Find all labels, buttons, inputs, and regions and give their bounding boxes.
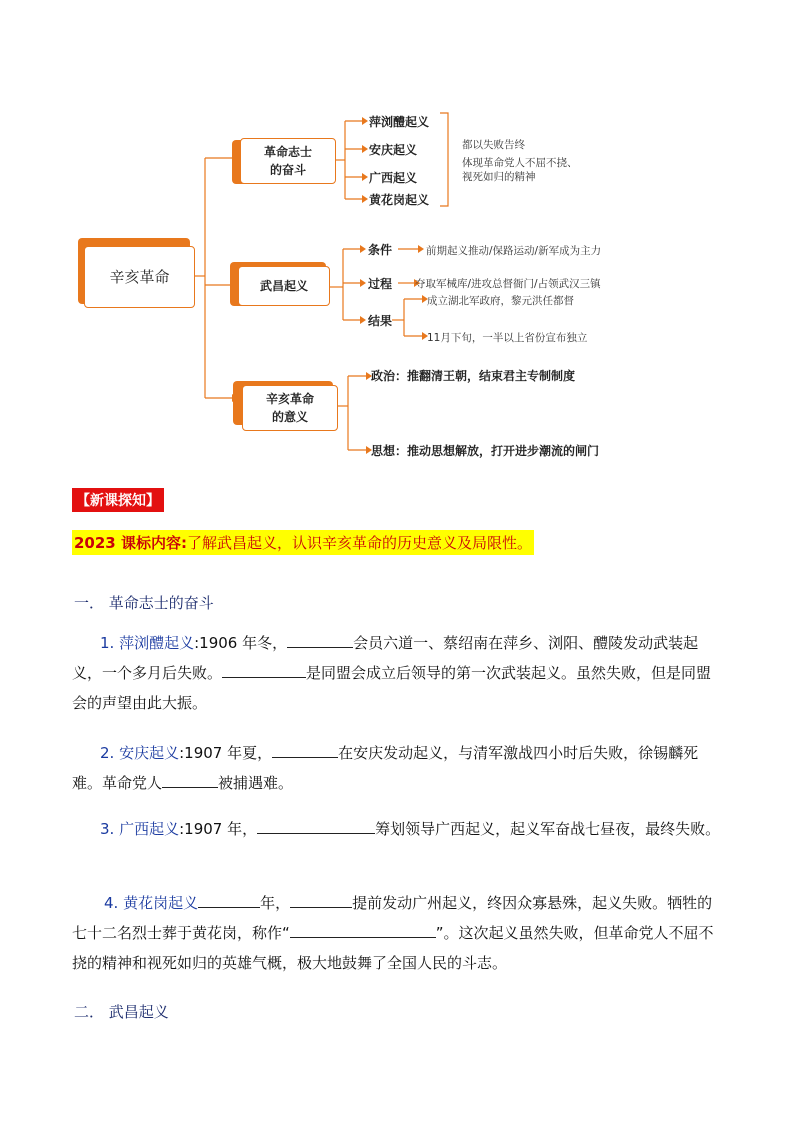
- item1-seg2: 会员六道一、蔡绍南在萍乡、浏阳、醴陵发动武装起义，一个多月后失败。: [72, 634, 699, 682]
- branch1-note-line1: 都以失败告终: [462, 139, 525, 151]
- blank-input[interactable]: [290, 891, 352, 908]
- branch-node-wuchang: [238, 266, 330, 306]
- root-label: 辛亥革命: [109, 267, 170, 286]
- result-sub2: 11月下旬，一半以上省份宣布独立: [427, 332, 588, 344]
- item-pingliuli: [72, 628, 724, 718]
- item4-seg2: 提前发动广州起义，终因众寡悬殊，起义失败。牺牲的七十二名烈士葬于黄花岗，称作“: [72, 894, 713, 942]
- item2-seg2: 在安庆发动起义，与清军激战四小时后失败，徐锡麟死难。革命党人: [72, 744, 699, 792]
- blank-input[interactable]: [198, 891, 260, 908]
- item-label-process: 过程: [368, 277, 393, 291]
- curriculum-standard: [72, 530, 534, 555]
- item2-seg1: :1907 年夏，: [179, 744, 273, 762]
- significance-political: 政治：推翻清王朝，结束君主专制制度: [371, 369, 576, 383]
- item-guangxi: [72, 814, 724, 844]
- item2-seg3: 被捕遇难。: [218, 774, 294, 792]
- mind-map-connectors: [0, 0, 794, 470]
- item-label-condition: 条件: [368, 243, 393, 257]
- branch2-label: 武昌起义: [259, 279, 308, 293]
- child-pingliuli: 萍浏醴起义: [369, 115, 430, 129]
- item4-seg3: ”。这次起义虽然失败，但革命党人不屈不挠的精神和视死如归的英雄气概，极大地鼓舞了全国人民的斗志。: [72, 924, 714, 972]
- branch3-label-line1: 辛亥革命: [265, 392, 314, 406]
- branch1-label-line2: 的奋斗: [269, 163, 306, 177]
- branch1-note-line3: 视死如归的精神: [462, 171, 536, 183]
- item1-seg1: :1906 年冬，: [194, 634, 288, 652]
- item-label-result: 结果: [368, 314, 393, 328]
- result-sub1: 成立湖北军政府，黎元洪任都督: [427, 295, 574, 307]
- item-text-process: 夺取军械库/进攻总督衙门/占领武汉三镇: [415, 278, 601, 290]
- item-text-condition: 前期起义推动/保路运动/新军成为主力: [426, 245, 602, 257]
- child-huanghuagang: 黄花岗起义: [369, 193, 430, 207]
- new-lesson-tag: 【新课探知】: [72, 488, 164, 512]
- item1-seg3: 是同盟会成立后领导的第一次武装起义。虽然失败，但是同盟会的声望由此大振。: [72, 664, 712, 712]
- branch1-note-line2: 体现革命党人不屈不挠、: [462, 157, 578, 169]
- section1-title: 一． 革命志士的奋斗: [74, 594, 214, 612]
- blank-input[interactable]: [290, 921, 436, 938]
- blank-input[interactable]: [287, 631, 353, 648]
- blank-input[interactable]: [272, 741, 338, 758]
- item-anqing: [72, 738, 724, 798]
- branch-node-significance: [242, 385, 338, 431]
- item2-title: 2. 安庆起义: [100, 744, 180, 762]
- item-huanghuagang: [72, 888, 724, 978]
- item3-seg1: :1907 年，: [179, 820, 258, 838]
- item1-title: 1. 萍浏醴起义: [100, 634, 195, 652]
- root-node: [84, 246, 195, 308]
- item4-title: 4. 黄花岗起义: [104, 894, 199, 912]
- branch1-label-line1: 革命志士: [263, 145, 312, 159]
- branch3-label-line2: 的意义: [271, 410, 308, 424]
- child-anqing: 安庆起义: [369, 143, 418, 157]
- curriculum-standard-label: 2023 课标内容:: [74, 534, 187, 552]
- child-guangxi: 广西起义: [369, 171, 418, 185]
- significance-thought: 思想：推动思想解放，打开进步潮流的闸门: [371, 444, 600, 458]
- section2-title: 二． 武昌起义: [74, 1003, 169, 1021]
- curriculum-standard-text: 了解武昌起义，认识辛亥革命的历史意义及局限性。: [186, 534, 532, 552]
- item3-seg2: 筹划领导广西起义，起义军奋战七昼夜，最终失败。: [375, 820, 721, 838]
- blank-input[interactable]: [257, 817, 375, 834]
- branch-node-revolutionaries: [240, 138, 336, 184]
- blank-input[interactable]: [222, 661, 306, 678]
- blank-input[interactable]: [162, 771, 218, 788]
- item3-title: 3. 广西起义: [100, 820, 180, 838]
- item4-seg1: 年，: [260, 894, 291, 912]
